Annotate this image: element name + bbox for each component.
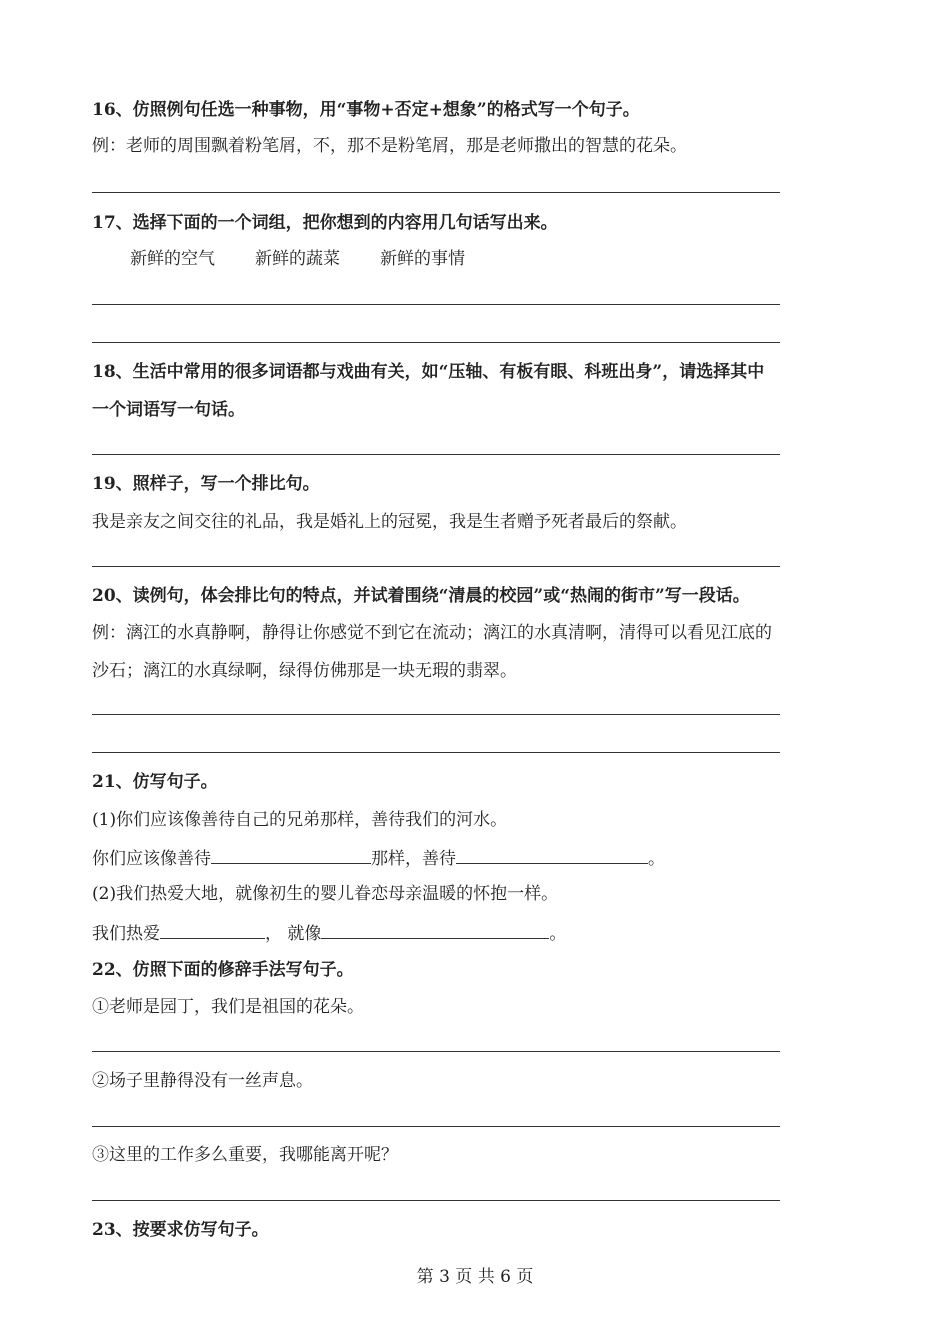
fill-blank[interactable] [456, 845, 648, 864]
answer-line[interactable] [92, 304, 780, 305]
option-fresh-air: 新鲜的空气 [130, 249, 215, 269]
fill-2-end: 。 [549, 924, 567, 944]
fill-blank[interactable] [211, 845, 371, 864]
answer-line[interactable] [92, 714, 780, 715]
option-fresh-vegetables: 新鲜的蔬菜 [255, 249, 340, 269]
question-16-example: 例：老师的周围飘着粉笔屑，不，那不是粉笔屑，那是老师撒出的智慧的花朵。 [92, 136, 687, 156]
answer-line[interactable] [92, 752, 780, 753]
page-number: 第 3 页 共 6 页 [416, 1267, 534, 1287]
question-17-options [130, 247, 505, 271]
question-21-fill-2 [92, 920, 566, 946]
fill-2-prefix: 我们热爱 [92, 924, 160, 944]
answer-line[interactable] [92, 192, 780, 193]
question-21-fill-1 [92, 845, 665, 871]
question-18-title: 18、生活中常用的很多词语都与戏曲有关，如“压轴、有板有眼、科班出身”，请选择其中 [92, 362, 765, 382]
answer-line[interactable] [92, 454, 780, 455]
question-17-title: 17、选择下面的一个词组，把你想到的内容用几句话写出来。 [92, 213, 558, 233]
fill-1-middle: 那样，善待 [371, 849, 456, 869]
question-21-sentence-1: (1)你们应该像善待自己的兄弟那样，善待我们的河水。 [92, 810, 508, 830]
question-16-title: 16、仿照例句任选一种事物，用“事物+否定+想象”的格式写一个句子。 [92, 100, 640, 120]
question-22-title: 22、仿照下面的修辞手法写句子。 [92, 960, 354, 980]
answer-line[interactable] [92, 342, 780, 343]
fill-1-end: 。 [648, 849, 665, 869]
option-fresh-things: 新鲜的事情 [380, 249, 465, 269]
question-22-item-1: ①老师是园丁，我们是祖国的花朵。 [92, 997, 364, 1017]
answer-line[interactable] [92, 566, 780, 567]
question-22-item-2: ②场子里静得没有一丝声息。 [92, 1071, 313, 1091]
fill-2-middle: ， 就像 [265, 924, 322, 944]
question-22-item-3: ③这里的工作多么重要，我哪能离开呢？ [92, 1145, 398, 1165]
question-21-sentence-2: (2)我们热爱大地，就像初生的婴儿眷恋母亲温暖的怀抱一样。 [92, 884, 559, 904]
question-23-title: 23、按要求仿写句子。 [92, 1220, 269, 1240]
answer-line[interactable] [92, 1051, 780, 1052]
fill-blank[interactable] [321, 920, 549, 939]
fill-1-prefix: 你们应该像善待 [92, 849, 211, 869]
answer-line[interactable] [92, 1126, 780, 1127]
question-20-example-cont: 沙石；漓江的水真绿啊，绿得仿佛那是一块无瑕的翡翠。 [92, 661, 517, 681]
fill-blank[interactable] [160, 920, 265, 939]
question-18-title-cont: 一个词语写一句话。 [92, 400, 245, 420]
question-20-title: 20、读例句，体会排比句的特点，并试着围绕“清晨的校园”或“热闹的街市”写一段话。 [92, 586, 750, 606]
question-20-example: 例：漓江的水真静啊，静得让你感觉不到它在流动；漓江的水真清啊，清得可以看见江底的 [92, 623, 772, 643]
question-19-example: 我是亲友之间交往的礼品，我是婚礼上的冠冕，我是生者赠予死者最后的祭献。 [92, 512, 687, 532]
question-19-title: 19、照样子，写一个排比句。 [92, 474, 320, 494]
question-21-title: 21、仿写句子。 [92, 772, 218, 792]
answer-line[interactable] [92, 1200, 780, 1201]
